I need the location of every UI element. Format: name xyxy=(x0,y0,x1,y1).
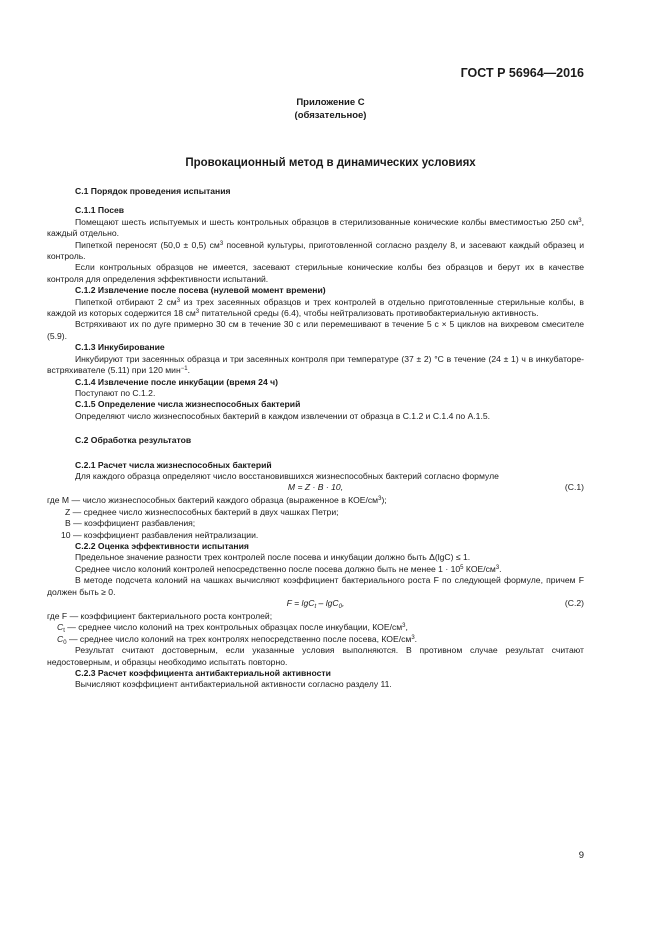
subsection-heading: С.2.1 Расчет числа жизнеспособных бактерий xyxy=(75,459,272,470)
document-code: ГОСТ Р 56964—2016 xyxy=(460,66,584,80)
legend-line: где F — коэффициент бактериального роста контролей; xyxy=(47,611,273,621)
paragraph: Пипеткой переносят (50,0 ± 0,5) $см^3$ посевной культуры, приготовленной согласно разделу 8, и засевают каждый образец и контроль. xyxy=(47,239,584,262)
paragraph: Определяют число жизнеспособных бактерий в каждом извлечении от образца в С.1.2 и С.1.4 по А.1.5. xyxy=(75,410,491,421)
paragraph: Вычисляют коэффициент антибактериальной активности согласно разделу 11. xyxy=(75,679,392,690)
paragraph: Встряхивают их по дуге примерно 30 см в течение 30 с или перемешивают в течение 5 с × 5 циклов на вихревом смесителе (5.9). xyxy=(47,319,584,341)
legend-line: где M — число жизнеспособных бактерий каждого образца (выраженное в КОЕ/$см^3$); xyxy=(47,495,387,506)
formula-number: (С.1) xyxy=(564,482,584,493)
paragraph: Инкубируют три засеянных образца и три засеянных контроля при температуре (37 ± 2) °С в течение (24 ± 1) ч в инкубаторе-встряхивателе (5.11) при 120 мин$^{-1}$. xyxy=(47,353,584,376)
formula-number: (С.2) xyxy=(564,598,584,608)
paragraph: Результат считают достоверным, если указанные условия выполняются. В противном случае результат считают недостоверным, и образцы необходимо испытать повторно. xyxy=(47,645,584,667)
formula-c1: M = Z · B · 10, (С.1) xyxy=(287,482,584,493)
legend-line: $C_0$ — среднее число колоний на трех контролях непосредственно после посева, КОЕ/$см^3$. xyxy=(57,633,418,646)
paragraph: Пипеткой отбирают 2 $см^3$ из трех засеянных образцов и трех контролей в отдельно приготовленные стерильные колбы, в каждой из которых содержится 18 $см^3$ питательной среды (6.4), чтобы нейтрализовать противобактериальную активность. xyxy=(47,296,584,319)
paragraph: Для каждого образца определяют число восстановившихся жизнеспособных бактерий согласно формуле xyxy=(75,470,499,481)
legend-line: $C_t$ — среднее число колоний на трех контрольных образцах после инкубации, КОЕ/$см^3$, xyxy=(57,622,408,635)
paragraph: Предельное значение разности трех контролей после посева и инкубации должно быть Δ(lgC) ≤ 1. xyxy=(75,552,471,563)
paragraph: Среднее число колоний контролей непосредственно после посева должно быть не менее $1 \cdot 10^5$ КОЕ/$см^3$. xyxy=(75,563,502,574)
paragraph: Помещают шесть испытуемых и шесть контрольных образцов в стерилизованные конические колбы вместимостью 250 $см^3$, каждый отдельно. xyxy=(47,216,584,239)
legend-line: Z — среднее число жизнеспособных бактерий в двух чашках Петри; xyxy=(65,506,339,517)
subsection-heading: С.1.2 Извлечение после посева (нулевой момент времени) xyxy=(75,285,326,296)
formula-c2: F = lgC$_t$ – lgC$_0$, (С.2) xyxy=(286,598,584,610)
paragraph: Поступают по С.1.2. xyxy=(75,387,156,398)
paragraph: Если контрольных образцов не имеется, засевают стерильные конические колбы без образцов и берут их в качестве контроля для определения эффективности испытаний. xyxy=(47,262,584,284)
subsection-heading: С.2.3 Расчет коэффициента антибактериальной активности xyxy=(75,668,331,679)
legend-line: B — коэффициент разбавления; xyxy=(65,518,196,529)
document-body xyxy=(47,186,584,691)
subsection-heading: С.1.4 Извлечение после инкубации (время 24 ч) xyxy=(75,376,278,387)
section-heading: С.1 Порядок проведения испытания xyxy=(75,186,231,196)
legend-line: 10 — коэффициент разбавления нейтрализации. xyxy=(61,529,259,540)
paragraph: В методе подсчета колоний на чашках вычисляют коэффициент бактериального роста F по следующей формуле, причем F должен быть ≥ 0. xyxy=(47,575,584,597)
subsection-heading: С.1.3 Инкубирование xyxy=(75,342,165,353)
page-title: Провокационный метод в динамических условиях xyxy=(185,157,476,169)
annex-status: (обязательное) xyxy=(294,110,367,121)
subsection-heading: С.1.5 Определение числа жизнеспособных бактерий xyxy=(75,399,301,410)
page-number: 9 xyxy=(578,850,584,861)
annex-label: Приложение С xyxy=(296,97,365,108)
subsection-heading: С.2.2 Оценка эффективности испытания xyxy=(75,540,249,551)
section-heading: С.2 Обработка результатов xyxy=(75,435,192,446)
subsection-heading: С.1.1 Посев xyxy=(75,205,125,216)
